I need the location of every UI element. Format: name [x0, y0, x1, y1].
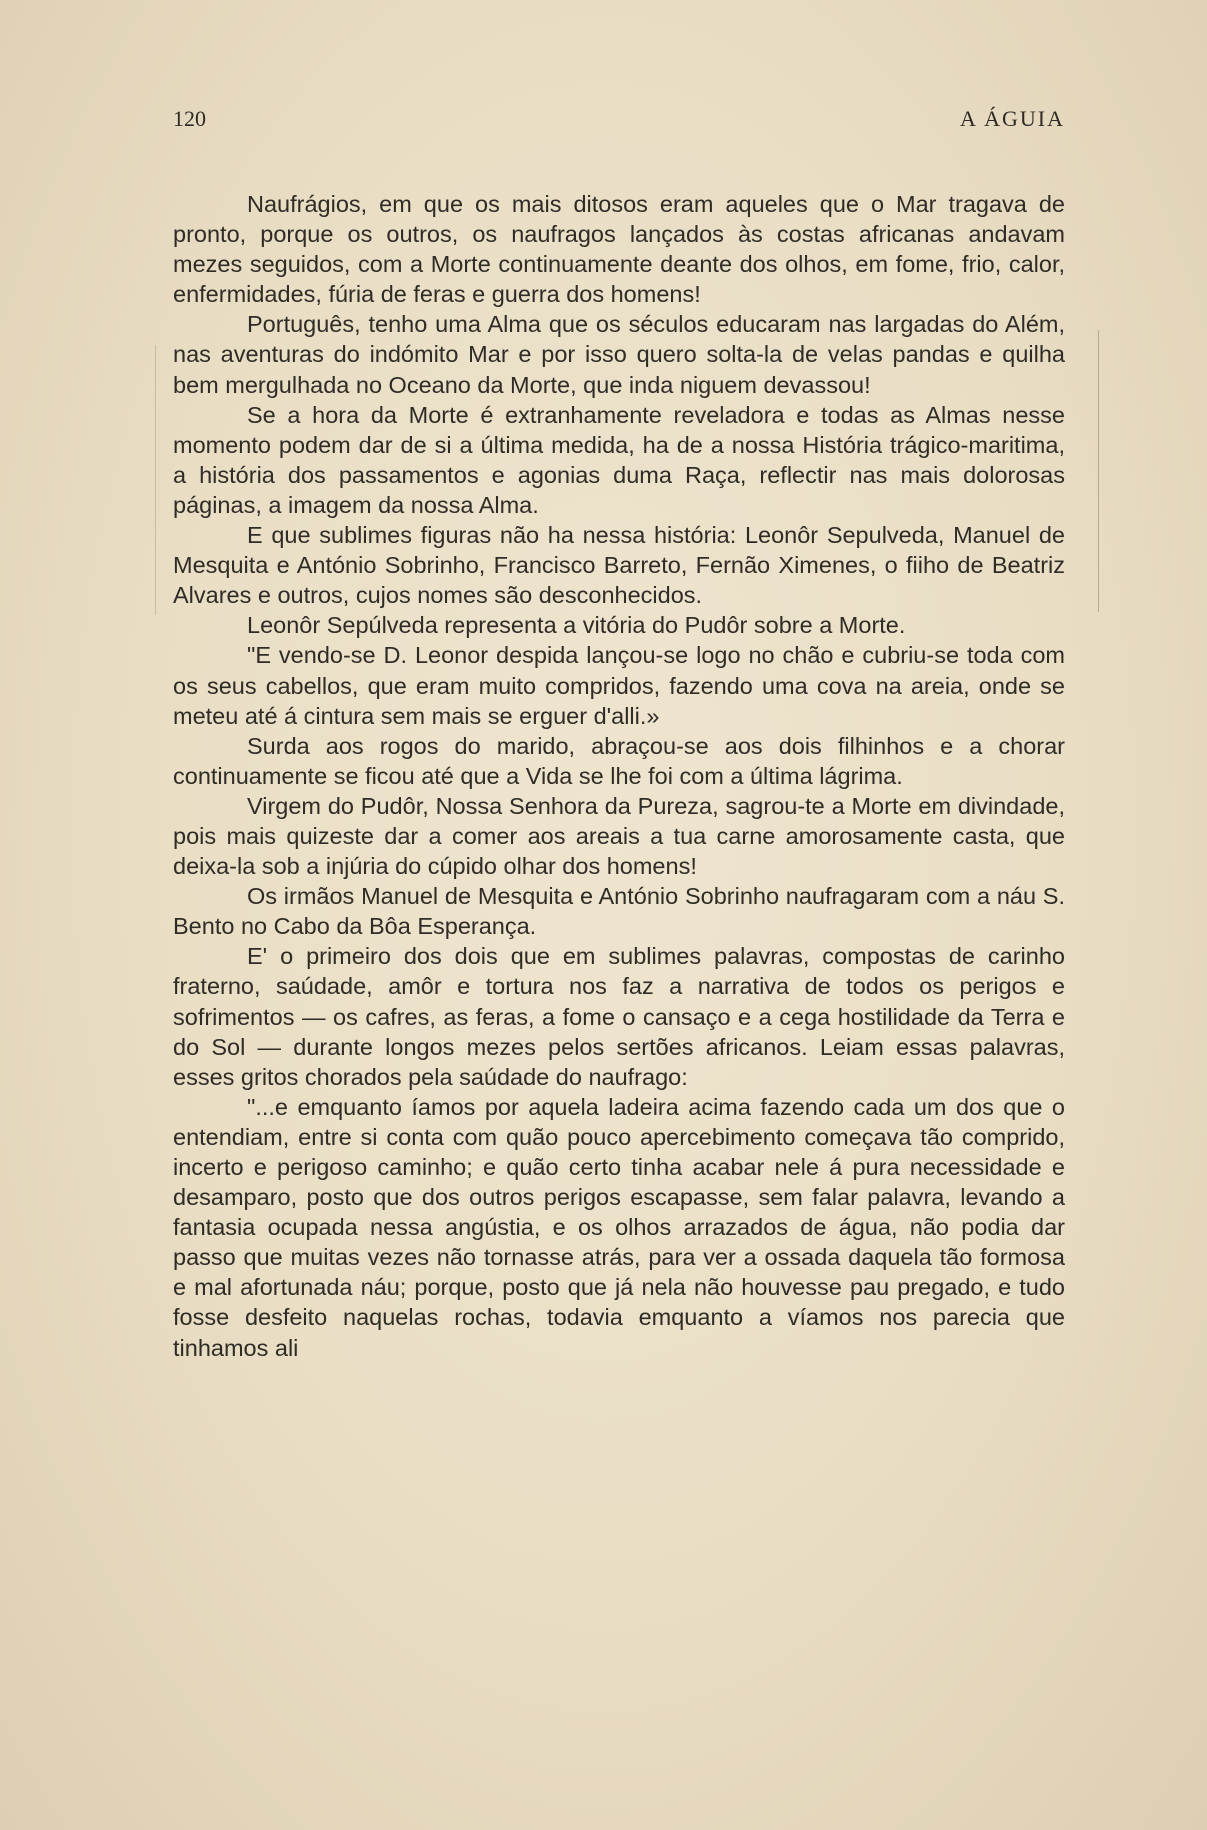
body-text: [173, 189, 1065, 1363]
paragraph: Virgem do Pudôr, Nossa Senhora da Pureza, sagrou-te a Morte em divindade, pois mais quizeste dar a comer aos areais a tua carne amorosamente casta, que deixa-la sob a injúria do cúpido olhar dos homens!: [173, 792, 1065, 880]
page-header: [173, 106, 1065, 138]
page-number: 120: [173, 106, 206, 131]
paragraph: Português, tenho uma Alma que os séculos educaram nas largadas do Além, nas aventuras do indómito Mar e por isso quero solta-la de velas pandas e quilha bem mergulhada no Oceano da Morte, que inda niguem devassou!: [173, 311, 1065, 398]
running-title: A ÁGUIA: [959, 106, 1065, 131]
paragraph: Os irmãos Manuel de Mesquita e António Sobrinho naufragaram com a náu S. Bento no Cabo da Bôa Esperança.: [173, 883, 1065, 940]
paragraph: Surda aos rogos do marido, abraçou-se aos dois filhinhos e a chorar continuamente se ficou até que a Vida se lhe foi com a última lágrima.: [173, 732, 1065, 789]
paragraph: E' o primeiro dos dois que em sublimes palavras, compostas de carinho fraterno, saúdade, amôr e tortura nos faz a narrativa de todos os perigos e sofrimentos — os cafres, as feras, a fome o cansaço e a cega hostilidade da Terra e do Sol — durante longos mezes pelos sertões africanos. Leiam essas palavras, esses gritos chorados pela saúdade do naufrago:: [173, 943, 1065, 1090]
paragraph: Leonôr Sepúlveda representa a vitória do Pudôr sobre a Morte.: [247, 612, 906, 639]
paragraph: "...e emquanto íamos por aquela ladeira acima fazendo cada um dos que o entendiam, entre si conta com quão pouco apercebimento começava tão comprido, incerto e perigoso caminho; e quão certo tinha acabar nele á pura necessidade e desamparo, posto que dos outros perigos escapasse, sem falar palavra, levando a fantasia ocupada nessa angústia, e os olhos arrazados de água, não podia dar passo que muitas vezes não tornasse atrás, para ver a ossada daquela tão formosa e mal afortunada náu; porque, posto que já nela não houvesse pau pregado, e tudo fosse desfeito naquelas rochas, todavia emquanto a víamos nos parecia que tinhamos ali: [173, 1093, 1065, 1361]
paragraph: Naufrágios, em que os mais ditosos eram aqueles que o Mar tragava de pronto, porque os outros, os naufragos lançados às costas africanas andavam mezes seguidos, com a Morte continuamente deante dos olhos, em fome, frio, calor, enfermidades, fúria de feras e guerra dos homens!: [173, 191, 1065, 308]
margin-left-mark: [155, 345, 162, 615]
paragraph: "E vendo-se D. Leonor despida lançou-se logo no chão e cubriu-se toda com os seus cabellos, que eram muito compridos, fazendo uma cova na areia, onde se meteu até á cintura sem mais se erguer d'alli.»: [173, 642, 1065, 729]
margin-bracket-mark: [1090, 330, 1099, 612]
paragraph: Se a hora da Morte é extranhamente reveladora e todas as Almas nesse momento podem dar de si a última medida, ha de a nossa História trágico-maritima, a história dos passamentos e agonias duma Raça, reflectir nas mais dolorosas páginas, a imagem da nossa Alma.: [173, 401, 1065, 518]
paragraph: E que sublimes figuras não ha nessa história: Leonôr Sepulveda, Manuel de Mesquita e António Sobrinho, Francisco Barreto, Fernão Ximenes, o fiiho de Beatriz Alvares e outros, cujos nomes são desconhecidos.: [173, 522, 1065, 609]
